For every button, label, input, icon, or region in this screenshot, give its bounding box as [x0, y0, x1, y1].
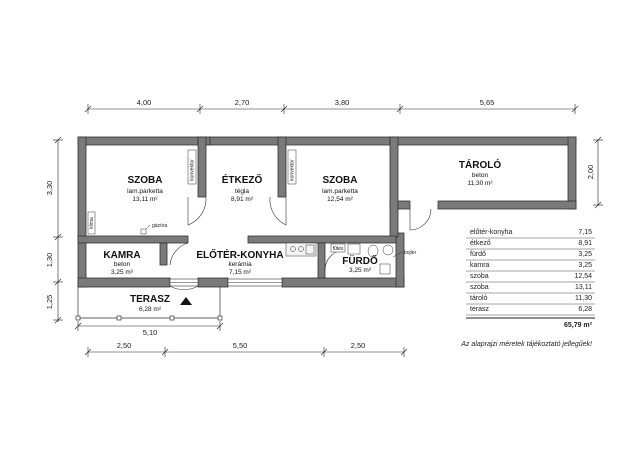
- entrance-arrow-icon: [180, 297, 192, 305]
- klima-label: klima: [89, 217, 95, 229]
- wall-right-main: [396, 233, 404, 287]
- area-row-name: terasz: [470, 306, 490, 313]
- dim-bottom-1: 2,50: [116, 341, 132, 350]
- dim-left-3: 1,25: [45, 294, 54, 310]
- door-etkezo-left: [188, 197, 206, 225]
- area-row-name: előtér-konyha: [470, 229, 513, 236]
- room-szoba2: [322, 175, 358, 203]
- dim-right: 2,00: [586, 164, 595, 180]
- area-row-name: kamra: [470, 262, 490, 269]
- dim-bottom-2: 5,50: [232, 341, 248, 350]
- dim-top-1: 4,00: [136, 98, 152, 107]
- top-dimension-line: [85, 104, 578, 114]
- wall-top-1: [78, 137, 198, 145]
- room-tarolo-area: 11,30 m²: [467, 180, 493, 187]
- walls: [78, 137, 576, 287]
- door-etkezo-right: [270, 197, 286, 225]
- room-eloter-name: ELŐTÉR-KONYHA: [196, 250, 284, 261]
- disclaimer-note: Az alaprajzi méretek tájékoztató jellegűek!: [461, 341, 592, 348]
- wall-top-3: [210, 137, 390, 145]
- wall-mid-1: [78, 236, 188, 243]
- door-tarolo: [410, 209, 431, 230]
- bojler-label: bojler: [404, 250, 417, 256]
- area-row-value: 3,25: [578, 262, 592, 269]
- room-tarolo-finish: beton: [471, 172, 489, 179]
- wall-bottom-3: [282, 278, 404, 287]
- room-tarolo-name: TÁROLÓ: [458, 160, 502, 171]
- wall-bottom-2: [198, 278, 228, 287]
- wall-furdo: [318, 243, 325, 278]
- area-row-value: 11,30: [575, 295, 592, 302]
- room-kamra-name: KAMRA: [103, 250, 141, 261]
- room-etkezo-name: ÉTKEZŐ: [221, 175, 263, 186]
- kitchen-counter: [286, 243, 316, 256]
- wall-kamra: [160, 243, 167, 265]
- room-tarolo: [459, 158, 501, 187]
- gazora-label: gázóra: [152, 223, 168, 229]
- area-row-name: fürdő: [470, 251, 486, 258]
- area-row-value: 12,54: [574, 273, 592, 280]
- area-total: 65,79 m²: [563, 322, 592, 329]
- area-row-name: étkező: [470, 240, 491, 247]
- dim-top-4: 5,65: [479, 98, 495, 107]
- area-row-name: szoba: [470, 273, 489, 280]
- wall-tarolo-right: [568, 137, 576, 209]
- area-table: [466, 229, 595, 329]
- room-eloter-finish: kerámia: [228, 261, 252, 268]
- room-etkezo-finish: tégla: [234, 188, 250, 195]
- wall-etkezo-szoba2: [278, 137, 286, 197]
- room-szoba2-name: SZOBA: [322, 175, 358, 186]
- room-eloter-area: 7,15 m²: [228, 269, 252, 276]
- area-row-value: 13,11: [575, 284, 592, 291]
- futes-label: fűtés: [332, 246, 344, 252]
- room-kamra: [103, 250, 140, 276]
- konvektor-label-2: konvektor: [289, 159, 296, 181]
- room-szoba2-area: 12,54 m²: [327, 196, 353, 203]
- dim-bottom-3: 2,50: [350, 341, 366, 350]
- wall-top-4: [390, 137, 576, 145]
- dim-top-3: 3,80: [334, 98, 350, 107]
- room-terasz-area: 6,28 m²: [138, 306, 162, 313]
- wall-szoba1-etkezo: [198, 137, 206, 197]
- door-kamra: [170, 243, 188, 265]
- room-szoba2-finish: lam.parketta: [322, 188, 358, 195]
- area-row-value: 6,28: [578, 306, 592, 313]
- room-szoba1-name: SZOBA: [127, 175, 163, 186]
- area-row-value: 7,15: [578, 229, 592, 236]
- room-szoba1-area: 13,11 m²: [132, 196, 158, 203]
- room-eloter: [196, 248, 283, 276]
- door-entrance: [170, 286, 198, 290]
- wall-mid-2: [248, 236, 396, 243]
- wall-bottom-1: [78, 278, 170, 287]
- room-szoba1: [127, 175, 163, 203]
- room-furdo-area: 3,25 m²: [348, 267, 372, 274]
- room-szoba1-finish: lam.parketta: [127, 188, 163, 195]
- room-furdo: [342, 254, 378, 274]
- konvektor-label-1: konvektor: [189, 159, 196, 181]
- dim-left-2: 1,30: [45, 252, 54, 268]
- room-terasz-name: TERASZ: [130, 294, 170, 305]
- room-kamra-finish: beton: [113, 261, 131, 268]
- room-etkezo: [222, 173, 263, 203]
- room-etkezo-area: 8,91 m²: [230, 196, 254, 203]
- wall-szoba2-tarolo: [390, 137, 398, 237]
- dim-left-1: 3,30: [45, 180, 54, 196]
- room-kamra-area: 3,25 m²: [110, 269, 134, 276]
- dim-top-2: 2,70: [234, 98, 250, 107]
- area-row-value: 3,25: [578, 251, 592, 258]
- left-dimension-line: [53, 137, 63, 323]
- gazora-icon: [141, 225, 150, 234]
- area-row-value: 8,91: [578, 240, 592, 247]
- area-row-name: tároló: [470, 295, 488, 302]
- wall-left: [78, 137, 86, 287]
- area-row-name: szoba: [470, 284, 489, 291]
- room-terasz: [130, 294, 170, 313]
- wall-tarolo-bottom: [438, 201, 576, 209]
- room-furdo-name: FÜRDŐ: [342, 256, 378, 267]
- dim-terrace: 5,10: [142, 328, 158, 337]
